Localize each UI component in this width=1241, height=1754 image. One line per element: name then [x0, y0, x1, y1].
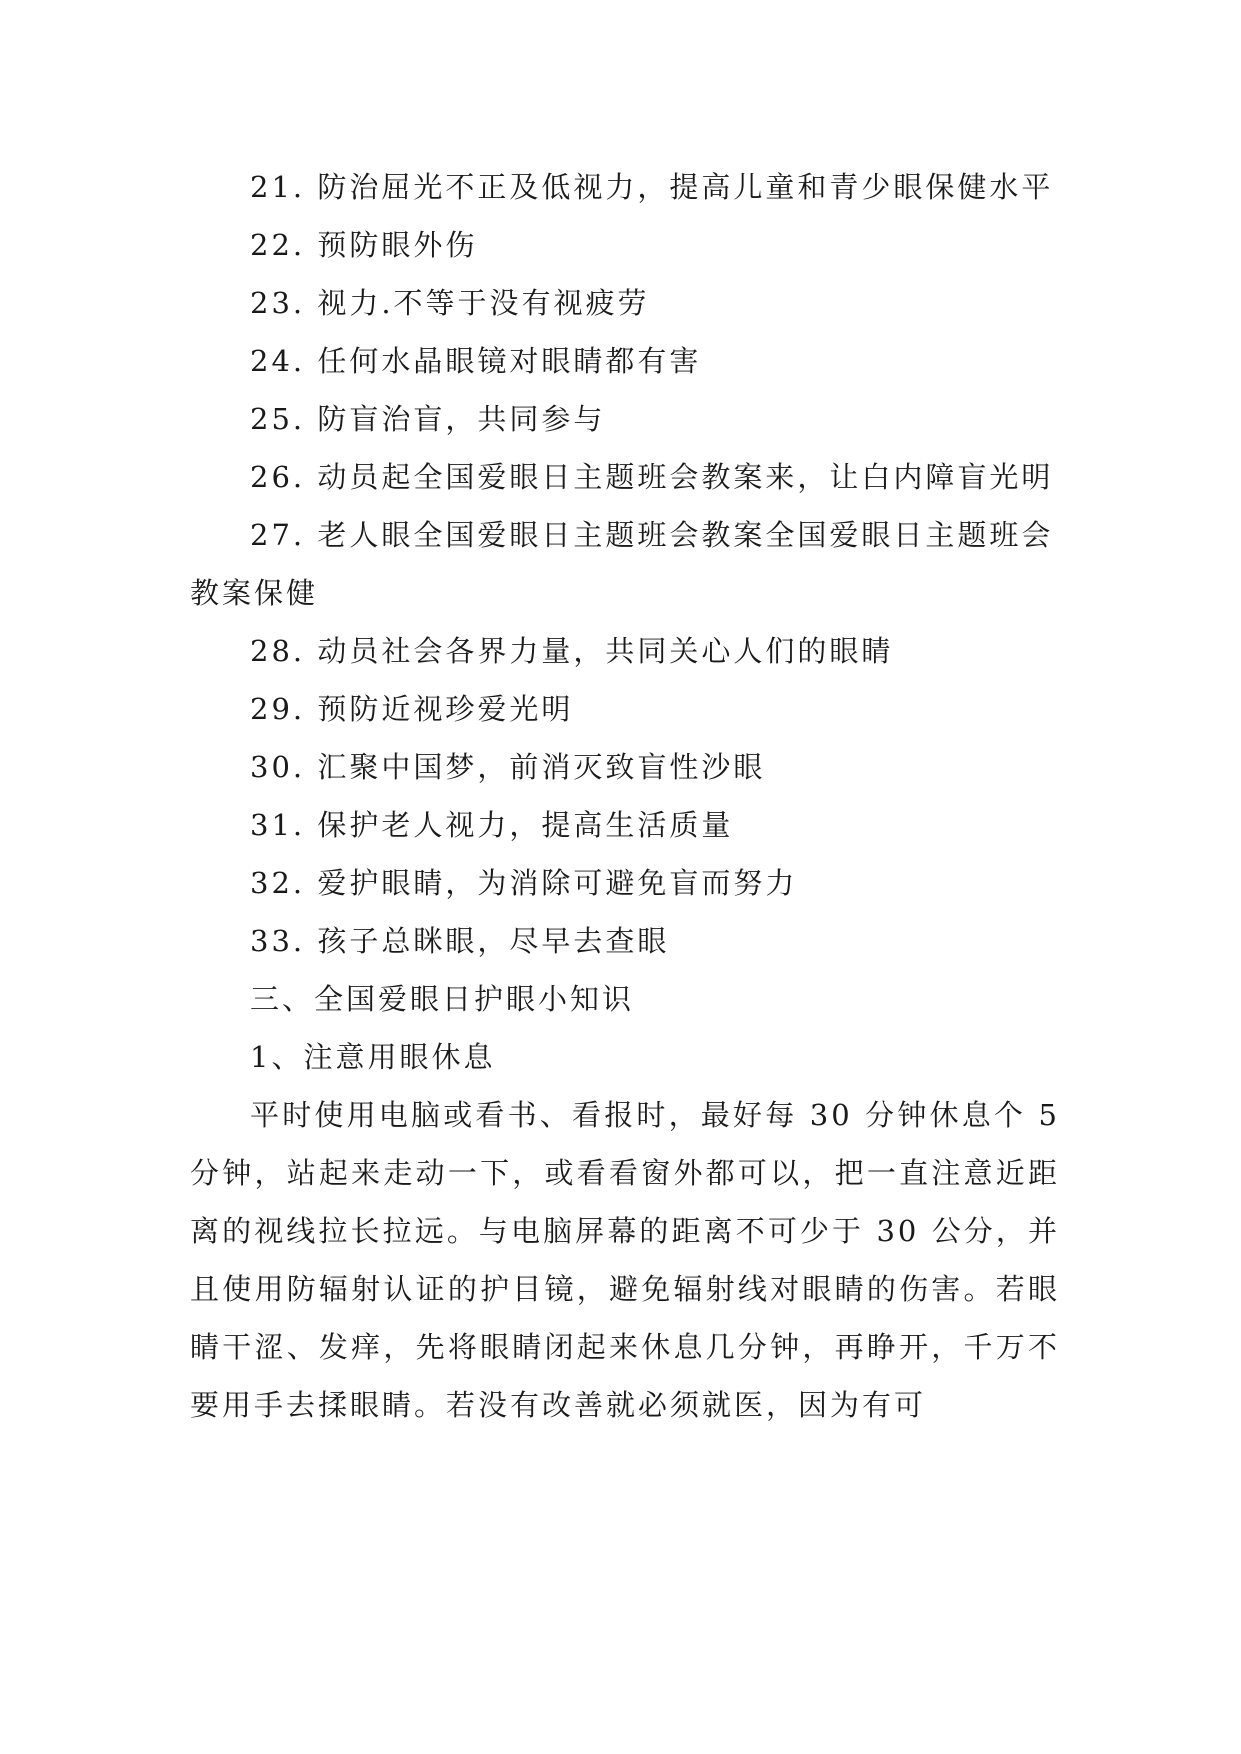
slogan-32: 32. 爱护眼睛，为消除可避免盲而努力	[250, 866, 798, 900]
slogan-30: 30. 汇聚中国梦，前消灭致盲性沙眼	[250, 750, 766, 784]
subsection-heading: 1、注意用眼休息	[250, 1040, 496, 1074]
section-heading: 三、全国爱眼日护眼小知识	[250, 982, 635, 1016]
slogan-25: 25. 防盲治盲，共同参与	[250, 402, 606, 436]
slogan-22: 22. 预防眼外伤	[250, 228, 478, 262]
slogan-33: 33. 孩子总眯眼，尽早去查眼	[250, 924, 670, 958]
body-paragraph: 平时使用电脑或看书、看报时，最好每 30 分钟休息个 5 分钟，站起来走动一下，或看看窗外都可以，把一直注意近距离的视线拉长拉远。与电脑屏幕的距离不可少于 30 公分，并且使用防辐射认证的护目镜，避免辐射线对眼睛的伤害。若眼睛干涩、发痒，先将眼睛闭起来休息几分钟，再睁开，千万不要用手去揉眼睛。若没有改善就必须就医，因为有可	[190, 1098, 1060, 1422]
slogan-26: 26. 动员起全国爱眼日主题班会教案来，让白内障盲光明	[250, 460, 1054, 494]
slogan-29: 29. 预防近视珍爱光明	[250, 692, 574, 726]
document-page	[190, 158, 1060, 1434]
slogan-27: 27. 老人眼全国爱眼日主题班会教案全国爱眼日主题班会教案保健	[190, 518, 1054, 610]
slogan-21: 21. 防治屈光不正及低视力，提高儿童和青少眼保健水平	[250, 170, 1054, 204]
slogan-24: 24. 任何水晶眼镜对眼睛都有害	[250, 344, 702, 378]
slogan-28: 28. 动员社会各界力量，共同关心人们的眼睛	[250, 634, 894, 668]
slogan-23: 23. 视力.不等于没有视疲劳	[250, 286, 650, 320]
slogan-31: 31. 保护老人视力，提高生活质量	[250, 808, 734, 842]
